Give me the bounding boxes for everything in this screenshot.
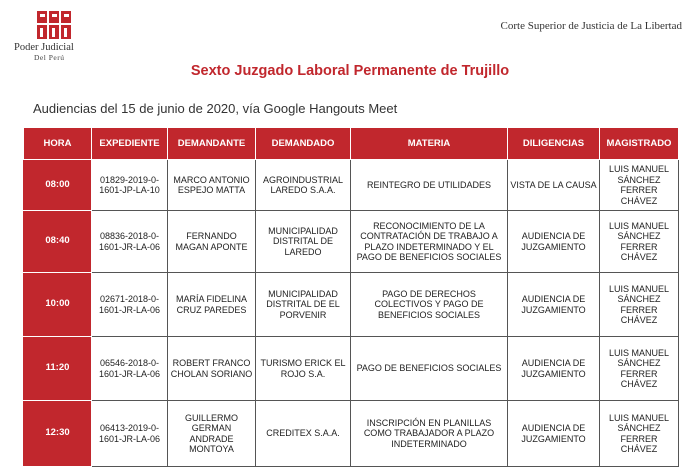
cell-hora: 08:40 [24,211,92,273]
cell-diligencias: AUDIENCIA DE JUZGAMIENTO [508,401,600,467]
cell-expediente: 06546-2018-0-1601-JR-LA-06 [92,337,168,401]
cell-hora: 08:00 [24,160,92,211]
cell-demandante: MARCO ANTONIO ESPEJO MATTA [168,160,256,211]
cell-demandante: FERNANDO MAGAN APONTE [168,211,256,273]
logo-subtext: Del Perú [34,53,65,62]
cell-expediente: 01829-2019-0-1601-JP-LA-10 [92,160,168,211]
cell-diligencias: VISTA DE LA CAUSA [508,160,600,211]
cell-expediente: 06413-2019-0-1601-JR-LA-06 [92,401,168,467]
cell-hora: 12:30 [24,401,92,467]
cell-magistrado: LUIS MANUEL SÁNCHEZ FERRER CHÁVEZ [600,273,679,337]
cell-diligencias: AUDIENCIA DE JUZGAMIENTO [508,273,600,337]
cell-magistrado: LUIS MANUEL SÁNCHEZ FERRER CHÁVEZ [600,211,679,273]
column-header-magistrado: MAGISTRADO [600,128,679,160]
cell-demandado: MUNICIPALIDAD DISTRITAL DE EL PORVENIR [256,273,351,337]
column-header-demandante: DEMANDANTE [168,128,256,160]
column-header-diligencias: DILIGENCIAS [508,128,600,160]
page-title: Sexto Juzgado Laboral Permanente de Trujillo [190,63,510,79]
table-row [24,273,679,337]
cell-magistrado: LUIS MANUEL SÁNCHEZ FERRER CHÁVEZ [600,337,679,401]
cell-demandado: CREDITEX S.A.A. [256,401,351,467]
cell-demandado: AGROINDUSTRIAL LAREDO S.A.A. [256,160,351,211]
poder-judicial-emblem-icon [36,10,72,40]
cell-demandado: TURISMO ERICK EL ROJO S.A. [256,337,351,401]
poder-judicial-logo [14,10,94,62]
cell-demandante: MARÍA FIDELINA CRUZ PAREDES [168,273,256,337]
page-subtitle: Audiencias del 15 de junio de 2020, vía Google Hangouts Meet [33,101,398,116]
table-header-row [24,128,679,160]
cell-hora: 11:20 [24,337,92,401]
cell-diligencias: AUDIENCIA DE JUZGAMIENTO [508,211,600,273]
court-name: Corte Superior de Justicia de La Libertad [500,20,682,32]
cell-materia: PAGO DE DERECHOS COLECTIVOS Y PAGO DE BENEFICIOS SOCIALES [351,273,508,337]
cell-materia: RECONOCIMIENTO DE LA CONTRATACIÓN DE TRABAJO A PLAZO INDETERMINADO Y EL PAGO DE BENEFICIOS SOCIALES [351,211,508,273]
cell-hora: 10:00 [24,273,92,337]
column-header-demandado: DEMANDADO [256,128,351,160]
cell-demandante: ROBERT FRANCO CHOLAN SORIANO [168,337,256,401]
column-header-hora: HORA [24,128,92,160]
hearings-table [23,127,679,467]
cell-materia: INSCRIPCIÓN EN PLANILLAS COMO TRABAJADOR A PLAZO INDETERMINADO [351,401,508,467]
table-row [24,401,679,467]
cell-demandante: GUILLERMO GERMAN ANDRADE MONTOYA [168,401,256,467]
cell-materia: PAGO DE BENEFICIOS SOCIALES [351,337,508,401]
cell-magistrado: LUIS MANUEL SÁNCHEZ FERRER CHÁVEZ [600,160,679,211]
column-header-expediente: EXPEDIENTE [92,128,168,160]
table-row [24,337,679,401]
cell-demandado: MUNICIPALIDAD DISTRITAL DE LAREDO [256,211,351,273]
cell-expediente: 08836-2018-0-1601-JR-LA-06 [92,211,168,273]
cell-expediente: 02671-2018-0-1601-JR-LA-06 [92,273,168,337]
table-row [24,160,679,211]
cell-magistrado: LUIS MANUEL SÁNCHEZ FERRER CHÁVEZ [600,401,679,467]
table-row [24,211,679,273]
column-header-materia: MATERIA [351,128,508,160]
logo-text: Poder Judicial [14,42,74,53]
cell-materia: REINTEGRO DE UTILIDADES [351,160,508,211]
cell-diligencias: AUDIENCIA DE JUZGAMIENTO [508,337,600,401]
